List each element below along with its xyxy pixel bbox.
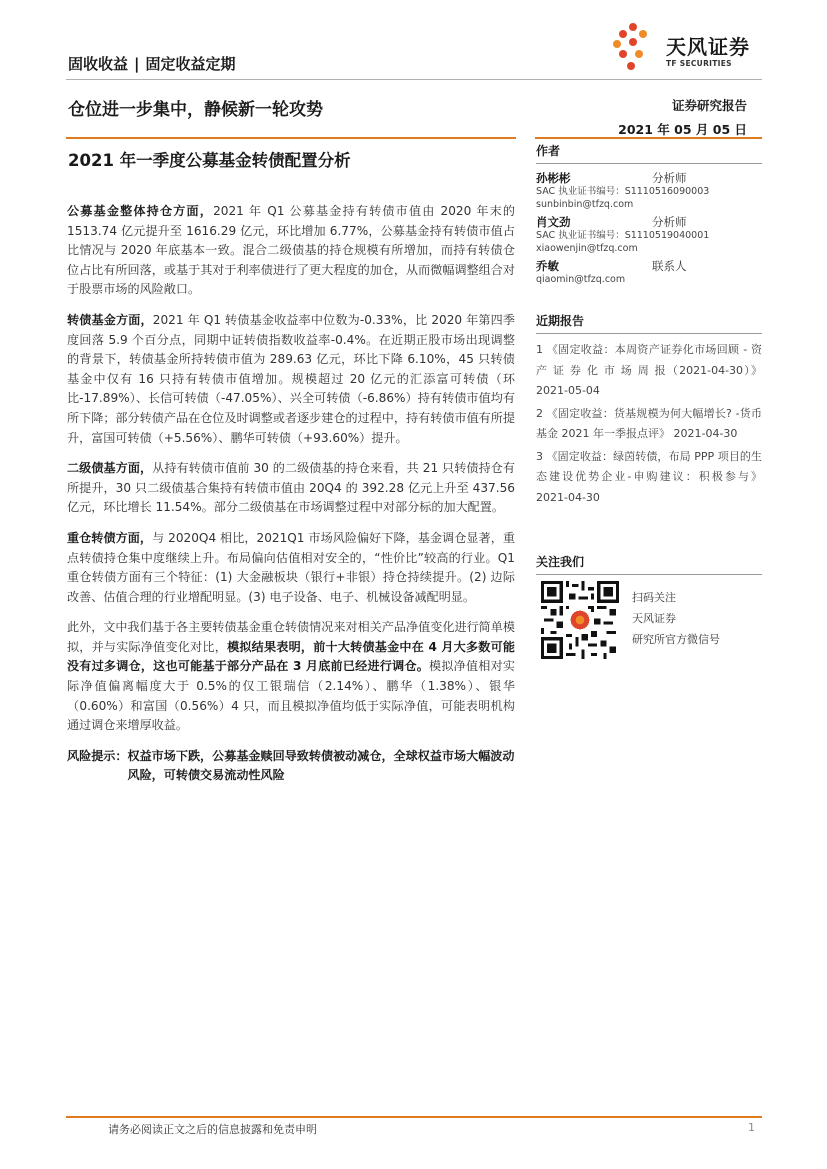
- author-email[interactable]: sunbinbin@tfzq.com: [536, 199, 634, 210]
- recent-item[interactable]: 1 《固定收益：本周资产证券化市场回顾 - 资 产 证 券 化 市 场 周 报（2021-04-30）》 2021-05-04: [536, 343, 762, 397]
- paragraph-lead: 二级债基方面，: [67, 461, 153, 476]
- title-rule-left: [66, 137, 516, 139]
- follow-text: [632, 587, 720, 650]
- paragraph-text: 此外，文中我们基于各主要转债基金重仓转债情况来对相关产品净值变化进行简单模拟，并与实际净值变化对比，: [67, 620, 515, 654]
- logo-petal-icon: [639, 30, 647, 38]
- recent-item[interactable]: 3 《固定收益：绿茵转债，布局 PPP 项目的生态建设优势企业-申购建议：积极参与》 2021-04-30: [536, 449, 762, 504]
- qr-code-icon[interactable]: [541, 581, 619, 659]
- header-divider: [66, 79, 762, 80]
- report-date: 2021 年 05 月 05 日: [618, 122, 747, 137]
- sidebar-recent: [536, 312, 762, 510]
- paragraph-lead: 转债基金方面，: [67, 312, 153, 327]
- report-type: 证券研究报告: [671, 98, 747, 113]
- main-body: [67, 202, 515, 786]
- author-role: 分析师: [652, 171, 687, 185]
- logo-petal-icon: [635, 50, 643, 58]
- follow-heading: 关注我们: [536, 553, 762, 575]
- author-cert: SAC 执业证书编号：S1110519040001: [536, 230, 710, 241]
- paragraph-emphasis: 模拟结果表明，前十大转债基金中在 4 月大多数可能没有过多调仓，这也可能基于部分产品在 3 月底前已经进行调仓。: [67, 639, 515, 674]
- author-email[interactable]: xiaowenjin@tfzq.com: [536, 243, 638, 254]
- category-left: 固收收益: [68, 55, 129, 73]
- paragraph-cb-funds: [67, 311, 515, 448]
- recent-list: [536, 340, 762, 508]
- paragraph-lead: 重仓转债方面，: [67, 530, 153, 545]
- recent-heading: 近期报告: [536, 312, 762, 334]
- logo-petal-icon: [629, 38, 637, 46]
- follow-line: 扫码关注: [632, 591, 676, 604]
- sidebar-follow: [536, 553, 762, 575]
- paragraph-overall: [67, 202, 515, 300]
- follow-line: 研究所官方微信号: [632, 633, 720, 646]
- paragraph-text: 与 2020Q4 相比，2021Q1 市场风险偏好下降，基金调仓显著，重点转债持仓集中度继续上升。布局偏向估值相对安全的，“性价比”较高的行业。Q1 重仓转债方面有三个特征：(1) 大金融板块（银行+非银）持仓持续提升。(2) 边际改善、估值合理的行业增配明显。(3) 电子设备、电子、机械设备减配明显。: [67, 530, 515, 604]
- follow-line: 天风证券: [632, 612, 676, 625]
- footer-divider: [66, 1116, 762, 1118]
- logo-petal-icon: [619, 50, 627, 58]
- authors-heading: 作者: [536, 142, 762, 164]
- logo-text-cn: 天风证券: [666, 35, 750, 59]
- paragraph-heavy-holdings: [67, 529, 515, 607]
- report-subtitle: 仓位进一步集中，静候新一轮攻势: [68, 100, 323, 120]
- author-email[interactable]: qiaomin@tfzq.com: [536, 274, 626, 285]
- paragraph-secondary-bond: [67, 459, 515, 518]
- author-role: 分析师: [652, 215, 687, 229]
- paragraph-text: 2021 年 Q1 公募基金持有转债市值由 2020 年末的 1513.74 亿元提升至 1616.29 亿元，环比增加 6.77%，公募基金持有转债市值占比情况与 2020 年底基本一致。混合二级债基的持仓规模有所增加，而持有转债仓位占比有所回落，或基于其对于利率债进行了更大程度的加仓，从而微幅调整组合对于股票市场的风险敞口。: [67, 204, 515, 297]
- title-rule-right: [535, 137, 762, 139]
- author-role: 联系人: [652, 259, 687, 273]
- author-card: [536, 172, 762, 211]
- header-category: [68, 53, 236, 74]
- author-card: [536, 260, 762, 286]
- paragraph-text: 从持有转债市值前 30 的二级债基的持仓来看，共 21 只转债持仓有所提升，30 只二级债基合集持有转债市值由 20Q4 的 392.28 亿元上升至 437.56 亿元，环比增长 11.54%。部分二级债基在市场调整过程中对部分标的加大配置。: [67, 461, 515, 515]
- author-card: [536, 216, 762, 255]
- logo-petal-icon: [627, 62, 635, 70]
- page-number: 1: [748, 1121, 755, 1134]
- logo-petal-icon: [613, 40, 621, 48]
- category-separator: |: [134, 55, 140, 73]
- logo-petal-icon: [619, 30, 627, 38]
- paragraph-text: 2021 年 Q1 转债基金收益率中位数为-0.33%，比 2020 年第四季度回落 5.9 个百分点，同期中证转债指数收益率-0.4%。在近期正股市场出现调整的背景下，转债基金所持转债市值为 289.63 亿元，环比下降 6.10%，45 只转债基金中仅有 16 只持有转债市值增加。规模超过 20 亿元的汇添富可转债（环比-17.89%）、长信可转债（-47.05%）、兴全可转债（-6.86%）持有转债市值均有所下降；部分转债产品在仓位及时调整或者逐步建仓的过程中，持有转债市值有所提升，富国可转债（+5.56%）、鹏华可转债（+93.60%）提升。: [67, 312, 515, 445]
- footer-disclaimer: 请务必阅读正文之后的信息披露和免责申明: [108, 1123, 317, 1136]
- author-name: 肖文劲: [536, 215, 571, 229]
- recent-item[interactable]: 2 《固定收益：货基规模为何大幅增长? -货币基金 2021 年一季报点评》 2021-04-30: [536, 406, 762, 440]
- author-name: 孙彬彬: [536, 171, 571, 185]
- author-name: 乔敏: [536, 259, 559, 273]
- paragraph-lead: 公募基金整体持仓方面，: [67, 204, 214, 218]
- author-cert: SAC 执业证书编号：S1110516090003: [536, 186, 710, 197]
- risk-text: 权益市场下跌，公募基金赎回导致转债被动减仓，全球权益市场大幅波动风险，可转债交易流动性风险: [127, 748, 515, 783]
- logo-text-en: TF SECURITIES: [666, 59, 732, 68]
- risk-warning: [67, 747, 515, 786]
- paragraph-simulation: [67, 618, 515, 736]
- category-right: 固定收益定期: [145, 55, 236, 73]
- risk-label: 风险提示：: [67, 748, 128, 763]
- paragraph-text: 模拟净值相对实际净值偏离幅度大于 0.5%的仅工银瑞信（2.14%）、鹏华（1.38%）、银华（0.60%）和富国（0.56%）4 只，而且模拟净值均低于实际净值，可能表明机构通过调仓来增厚收益。: [67, 659, 515, 733]
- report-title: 2021 年一季度公募基金转债配置分析: [68, 151, 351, 170]
- logo-petal-icon: [629, 23, 637, 31]
- sidebar-authors: [536, 142, 762, 286]
